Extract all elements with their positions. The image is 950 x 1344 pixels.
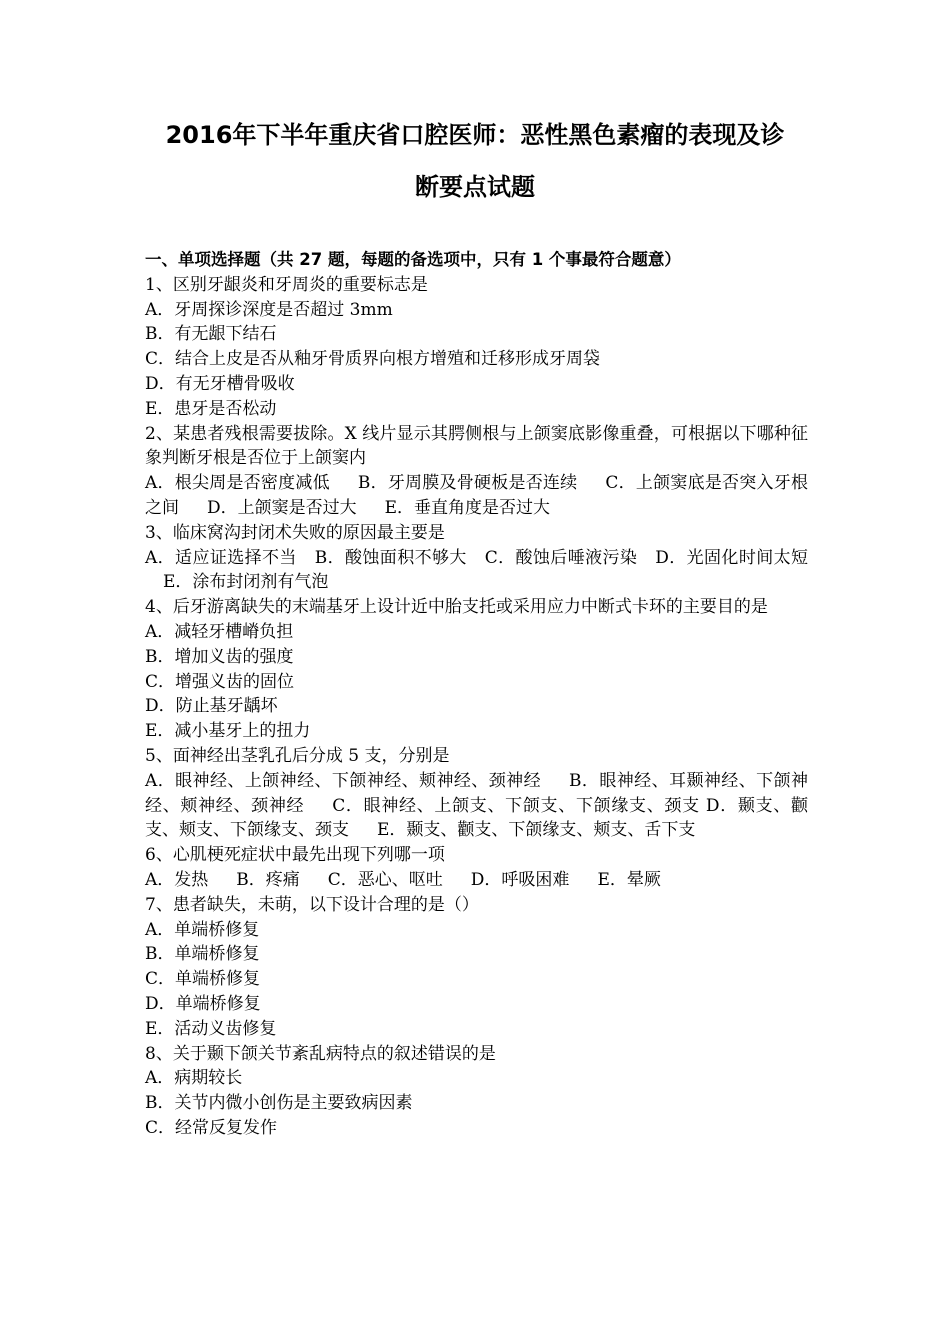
option-e: E．垂直角度是否过大 xyxy=(384,497,551,518)
document-title-line-1: 2016年下半年重庆省口腔医师：恶性黑色素瘤的表现及诊 xyxy=(165,121,785,149)
option-b: B．有无龈下结石 xyxy=(145,324,277,345)
option-a: A．减轻牙槽嵴负担 xyxy=(145,621,294,642)
option-a: A．根尖周是否密度减低 xyxy=(145,473,330,494)
option-e: E．晕厥 xyxy=(597,869,661,890)
option-b: B．眼神经、耳颞神经、下颌神经、颊神经、颈神经 xyxy=(145,770,808,816)
question-stem: 7、患者缺失，未萌，以下设计合理的是（） xyxy=(145,894,479,915)
options-inline xyxy=(145,868,808,893)
question-3 xyxy=(145,521,808,595)
option-e: E．患牙是否松动 xyxy=(145,398,277,419)
option-c: C．单端桥修复 xyxy=(145,969,261,990)
question-2 xyxy=(145,422,808,521)
option-c: C．酸蚀后唾液污染 xyxy=(484,547,638,568)
question-5 xyxy=(145,744,808,843)
section-heading: 一、单项选择题（共 27 题，每题的备选项中，只有 1 个事最符合题意） xyxy=(145,250,681,269)
option-e: E．涂布封闭剂有气泡 xyxy=(163,572,329,593)
question-7 xyxy=(145,893,808,1042)
option-d: D．颞支、颧支、颊支、下颌缘支、颈支 xyxy=(145,795,808,841)
option-c: C．眼神经、上颌支、下颌支、下颌缘支、颈支 xyxy=(332,795,700,816)
options-inline xyxy=(145,769,808,843)
option-c: C．上颌窦底是否突入牙根之间 xyxy=(145,473,808,518)
option-c: C．结合上皮是否从釉牙骨质界向根方增殖和迁移形成牙周袋 xyxy=(145,349,601,370)
option-a: A．发热 xyxy=(145,869,209,890)
question-stem: 6、心肌梗死症状中最先出现下列哪一项 xyxy=(145,845,445,866)
option-d: D．光固化时间太短 xyxy=(655,547,808,568)
question-1 xyxy=(145,273,808,422)
question-stem: 3、临床窝沟封闭术失败的原因最主要是 xyxy=(145,522,445,543)
option-d: D．有无牙槽骨吸收 xyxy=(145,373,295,394)
option-c: C．增强义齿的固位 xyxy=(145,671,295,692)
question-8 xyxy=(145,1042,808,1141)
option-d: D．单端桥修复 xyxy=(145,993,261,1014)
option-a: A．牙周探诊深度是否超过 3mm xyxy=(145,299,393,320)
option-d: D．呼吸困难 xyxy=(470,869,570,890)
option-b: B．疼痛 xyxy=(236,869,300,890)
option-b: B．关节内微小创伤是主要致病因素 xyxy=(145,1093,413,1114)
option-b: B．牙周膜及骨硬板是否连续 xyxy=(357,473,578,494)
document-body xyxy=(145,248,808,1141)
option-c: C．恶心、呕吐 xyxy=(327,869,443,890)
option-a: A．眼神经、上颌神经、下颌神经、颊神经、颈神经 xyxy=(145,770,541,791)
option-c: C．经常反复发作 xyxy=(145,1117,278,1138)
options-inline xyxy=(145,471,808,521)
question-stem: 4、后牙游离缺失的末端基牙上设计近中胎支托或采用应力中断式卡环的主要目的是 xyxy=(145,597,768,618)
question-stem: 1、区别牙龈炎和牙周炎的重要标志是 xyxy=(145,274,428,295)
option-e: E．减小基牙上的扭力 xyxy=(145,721,311,742)
option-b: B．单端桥修复 xyxy=(145,944,260,965)
option-a: A．单端桥修复 xyxy=(145,919,260,940)
question-stem: 2、某患者残根需要拔除。X 线片显示其腭侧根与上颌窦底影像重叠，可根据以下哪种征象判断牙根是否位于上颌窦内 xyxy=(145,423,808,469)
option-b: B．酸蚀面积不够大 xyxy=(314,547,467,568)
option-a: A．适应证选择不当 xyxy=(145,547,297,568)
option-e: E．颞支、颧支、下颌缘支、颊支、舌下支 xyxy=(377,820,696,841)
document-title-line-2: 断要点试题 xyxy=(415,173,535,201)
options-inline xyxy=(145,546,808,596)
question-stem: 5、面神经出茎乳孔后分成 5 支，分别是 xyxy=(145,745,450,766)
option-e: E．活动义齿修复 xyxy=(145,1018,277,1039)
question-6 xyxy=(145,843,808,893)
option-a: A．病期较长 xyxy=(145,1068,243,1089)
question-stem: 8、关于颞下颌关节紊乱病特点的叙述错误的是 xyxy=(145,1043,496,1064)
option-d: D．防止基牙龋坏 xyxy=(145,696,278,717)
option-b: B．增加义齿的强度 xyxy=(145,646,294,667)
question-4 xyxy=(145,595,808,744)
option-d: D．上颌窦是否过大 xyxy=(207,497,357,518)
